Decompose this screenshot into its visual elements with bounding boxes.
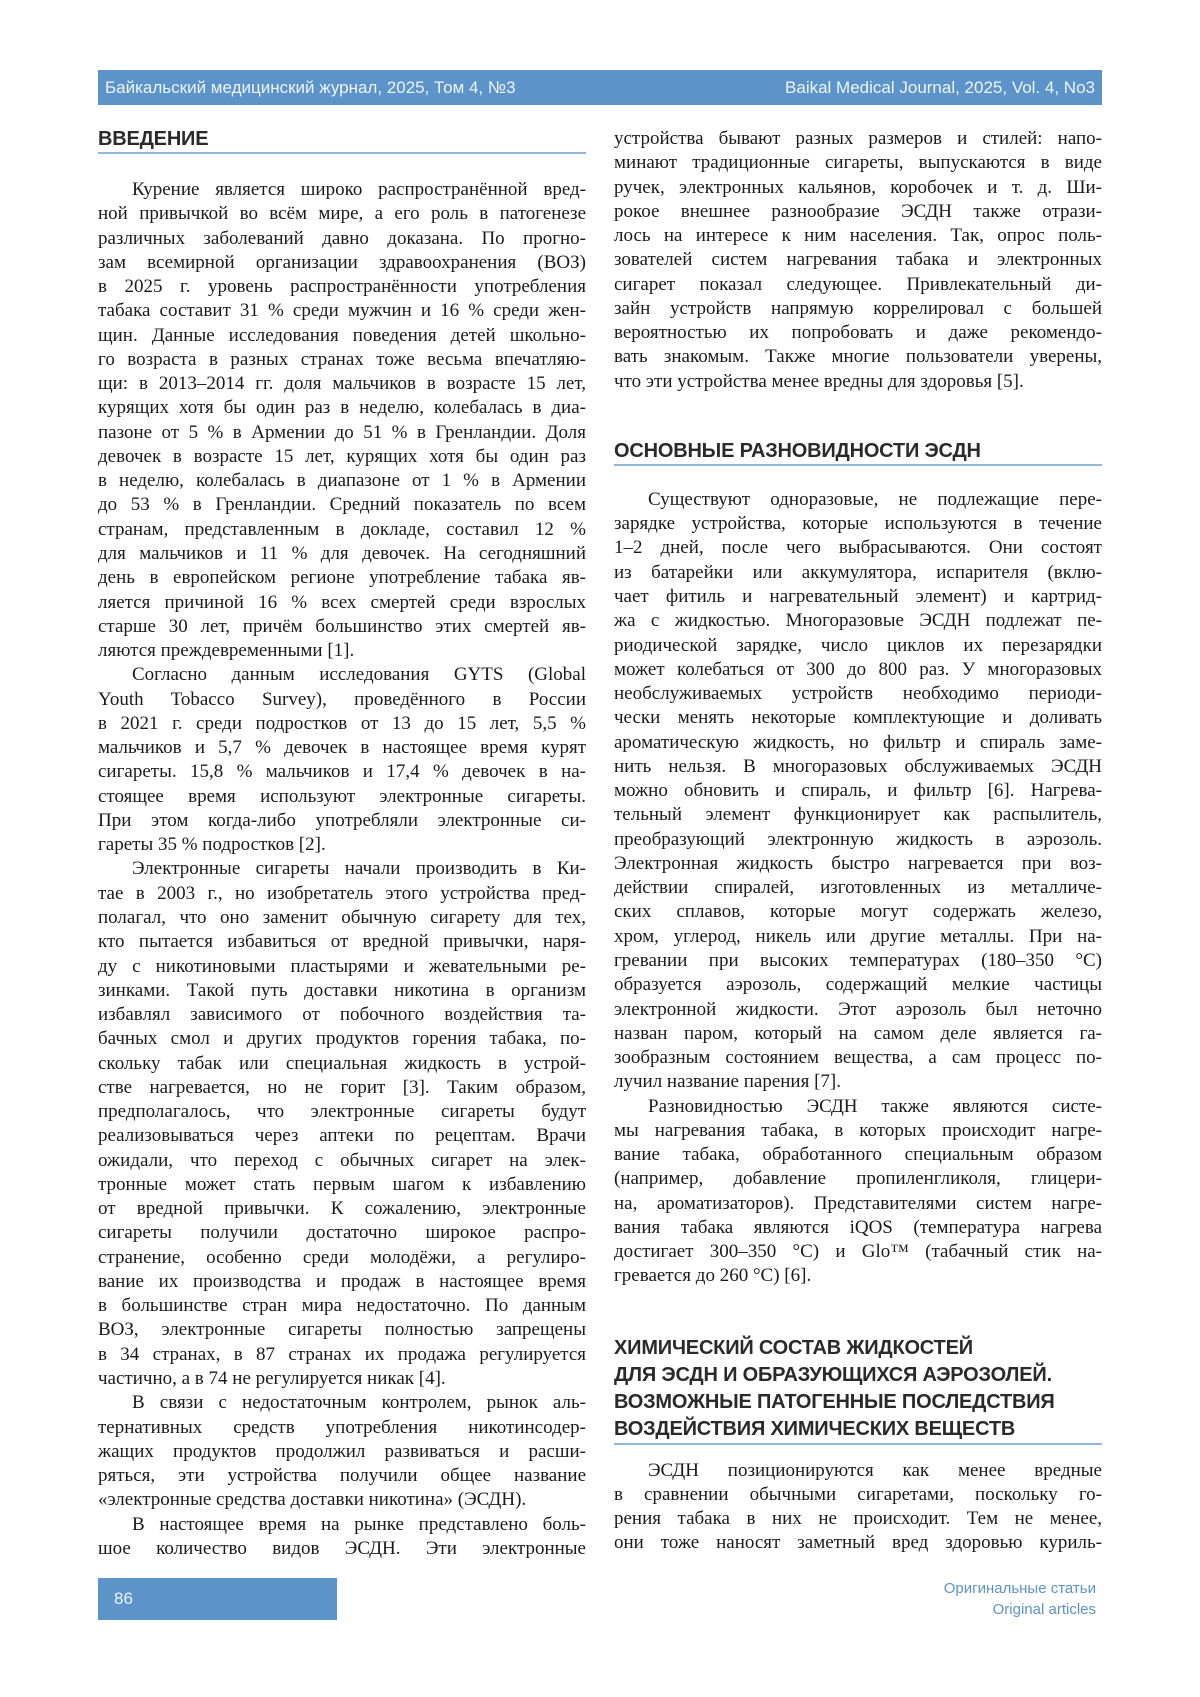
text-line: гареты 35 % подростков [2]. bbox=[98, 833, 586, 857]
left-column bbox=[98, 127, 586, 1561]
text-line: ду с никотиновыми пластырями и жевательными ре- bbox=[98, 955, 586, 979]
text-line: ВОЗ, электронные сигареты полностью запрещены bbox=[98, 1318, 586, 1342]
heading-line: ВОЗДЕЙСТВИЯ ХИМИЧЕСКИХ ВЕЩЕСТВ bbox=[614, 1416, 1102, 1443]
text-line: тельный элемент функционирует как распылитель, bbox=[614, 803, 1102, 827]
text-line: Согласно данным исследования GYTS (Global bbox=[98, 663, 586, 687]
section-label bbox=[944, 1578, 1096, 1620]
text-line: лучил название парения [7]. bbox=[614, 1070, 1102, 1094]
running-header bbox=[98, 70, 1102, 105]
text-line: образуется аэрозоль, содержащий мелкие частицы bbox=[614, 973, 1102, 997]
text-line: может колебаться от 300 до 800 раз. У многоразовых bbox=[614, 658, 1102, 682]
text-line: Электронные сигареты начали производить в Ки- bbox=[98, 857, 586, 881]
text-line: вероятностью их попробовать и даже рекомендо- bbox=[614, 321, 1102, 345]
text-line: кто пытается избавиться от вредной привычки, наря- bbox=[98, 930, 586, 954]
paragraph bbox=[98, 1513, 586, 1562]
text-line: стве нагревается, но не горит [3]. Таким образом, bbox=[98, 1076, 586, 1100]
paragraph bbox=[614, 1095, 1102, 1289]
text-line: в большинстве стран мира недостаточно. По данным bbox=[98, 1294, 586, 1318]
text-line: шое количество видов ЭСДН. Эти электронные bbox=[98, 1537, 586, 1561]
text-line: тернативных средств употребления никотинсодер- bbox=[98, 1416, 586, 1440]
text-line: ной привычкой во всём мире, а его роль в патогенезе bbox=[98, 202, 586, 226]
heading-line: ВОЗМОЖНЫЕ ПАТОГЕННЫЕ ПОСЛЕДСТВИЯ bbox=[614, 1389, 1102, 1416]
text-line: электронной жидкости. Этот аэрозоль был неточно bbox=[614, 998, 1102, 1022]
paragraph bbox=[614, 488, 1102, 1095]
text-line: достигает 300–350 °C) и Glo™ (табачный стик на- bbox=[614, 1240, 1102, 1264]
text-line: рения табака в них не происходит. Тем не менее, bbox=[614, 1507, 1102, 1531]
text-line: вать знакомым. Также многие пользователи уверены, bbox=[614, 345, 1102, 369]
text-line: Youth Tobacco Survey), проведённого в России bbox=[98, 688, 586, 712]
text-line: для мальчиков и 11 % для девочек. На сегодняшний bbox=[98, 542, 586, 566]
text-line: бачных смол и других продуктов горения табака, по- bbox=[98, 1027, 586, 1051]
text-line: (например, добавление пропиленгликоля, глицери- bbox=[614, 1167, 1102, 1191]
text-line: щин. Данные исследования поведения детей школьно- bbox=[98, 324, 586, 348]
text-line: странам, представленным в докладе, составил 12 % bbox=[98, 518, 586, 542]
text-line: зайн устройств напрямую коррелировал с большей bbox=[614, 297, 1102, 321]
text-line: в 2025 г. уровень распространённости употребления bbox=[98, 275, 586, 299]
text-line: В связи с недостаточным контролем, рынок аль- bbox=[98, 1391, 586, 1415]
text-line: жа с жидкостью. Многоразовые ЭСДН подлежат пе- bbox=[614, 609, 1102, 633]
page-number: 86 bbox=[114, 1589, 133, 1609]
text-line: рокое внешнее разнообразие ЭСДН также отрази- bbox=[614, 200, 1102, 224]
text-line: Электронная жидкость быстро нагревается при воз- bbox=[614, 852, 1102, 876]
text-line: стоящее время используют электронные сигареты. bbox=[98, 785, 586, 809]
text-line: ароматическую жидкость, но фильтр и спираль заме- bbox=[614, 731, 1102, 755]
text-line: различных заболеваний давно доказана. По прогно- bbox=[98, 227, 586, 251]
text-line: чески менять некоторые комплектующие и доливать bbox=[614, 706, 1102, 730]
text-line: ляются преждевременными [1]. bbox=[98, 639, 586, 663]
text-line: мальчиков и 5,7 % девочек в настоящее время курят bbox=[98, 736, 586, 760]
text-line: минают традиционные сигареты, выпускаются в виде bbox=[614, 151, 1102, 175]
heading-line: ХИМИЧЕСКИЙ СОСТАВ ЖИДКОСТЕЙ bbox=[614, 1335, 1102, 1362]
paragraph bbox=[98, 663, 586, 857]
text-line: В настоящее время на рынке представлено боль- bbox=[98, 1513, 586, 1537]
text-line: нить нельзя. В многоразовых обслуживаемых ЭСДН bbox=[614, 755, 1102, 779]
section-heading bbox=[98, 127, 586, 154]
text-line: на, ароматизаторов). Представителями систем нагре- bbox=[614, 1192, 1102, 1216]
text-line: зам всемирной организации здравоохранения (ВОЗ) bbox=[98, 251, 586, 275]
text-line: ручек, электронных кальянов, коробочек и т. д. Ши- bbox=[614, 176, 1102, 200]
text-line: зообразным состоянием вещества, а сам процесс по- bbox=[614, 1046, 1102, 1070]
text-line: скольку табак или специальная жидкость в устрой- bbox=[98, 1052, 586, 1076]
text-line: хром, углерод, никель или другие металлы. При на- bbox=[614, 925, 1102, 949]
text-line: лось на интересе к ним населения. Так, опрос поль- bbox=[614, 224, 1102, 248]
text-line: ских сплавов, которые могут содержать железо, bbox=[614, 900, 1102, 924]
text-line: устройства бывают разных размеров и стилей: напо- bbox=[614, 127, 1102, 151]
heading-line: ОСНОВНЫЕ РАЗНОВИДНОСТИ ЭСДН bbox=[614, 439, 1102, 463]
right-column bbox=[614, 127, 1102, 1556]
section-heading bbox=[614, 439, 1102, 466]
text-line: полагал, что оно заменит обычную сигарету для тех, bbox=[98, 906, 586, 930]
text-line: пазоне от 5 % в Армении до 51 % в Гренландии. Доля bbox=[98, 421, 586, 445]
text-line: табака составит 31 % среди мужчин и 16 % среди жен- bbox=[98, 299, 586, 323]
text-line: риодической зарядке, число циклов их перезарядки bbox=[614, 634, 1102, 658]
text-line: мы нагревания табака, в которых происходит нагре- bbox=[614, 1119, 1102, 1143]
page-number-box bbox=[98, 1578, 337, 1620]
text-line: в сравнении обычными сигаретами, поскольку го- bbox=[614, 1483, 1102, 1507]
text-line: частично, а в 74 не регулируется никак [4]. bbox=[98, 1367, 586, 1391]
paragraph bbox=[98, 1391, 586, 1512]
text-line: зинками. Такой путь доставки никотина в организм bbox=[98, 979, 586, 1003]
text-line: странение, особенно среди молодёжи, а регулиро- bbox=[98, 1246, 586, 1270]
text-line: из батарейки или аккумулятора, испарителя (вклю- bbox=[614, 561, 1102, 585]
text-line: тае в 2003 г., но изобретатель этого устройства пред- bbox=[98, 882, 586, 906]
text-line: день в европейском регионе употребление табака яв- bbox=[98, 566, 586, 590]
text-line: Курение является широко распространённой вред- bbox=[98, 178, 586, 202]
text-line: ЭСДН позиционируются как менее вредные bbox=[614, 1459, 1102, 1483]
text-line: в 34 странах, в 87 странах их продажа регулируется bbox=[98, 1343, 586, 1367]
text-line: преобразующий электронную жидкость в аэрозоль. bbox=[614, 828, 1102, 852]
text-line: вания табака являются iQOS (температура нагрева bbox=[614, 1216, 1102, 1240]
text-line: ляется причиной 16 % всех смертей среди взрослых bbox=[98, 591, 586, 615]
text-line: ряться, эти устройства получили общее название bbox=[98, 1464, 586, 1488]
text-line: до 53 % в Гренландии. Средний показатель по всем bbox=[98, 493, 586, 517]
paragraph bbox=[98, 178, 586, 663]
text-line: ожидали, что переход с обычных сигарет на элек- bbox=[98, 1149, 586, 1173]
text-line: 1–2 дней, после чего выбрасываются. Они состоят bbox=[614, 536, 1102, 560]
text-line: При этом когда-либо употребляли электронные си- bbox=[98, 809, 586, 833]
text-line: девочек в возрасте 15 лет, курящих хотя бы один раз bbox=[98, 445, 586, 469]
text-line: реализовываться через аптеки по рецептам. Врачи bbox=[98, 1124, 586, 1148]
text-line: действии спиралей, изготовленных из металличе- bbox=[614, 876, 1102, 900]
text-line: щи: в 2013–2014 гг. доля мальчиков в возрасте 15 лет, bbox=[98, 372, 586, 396]
text-line: в неделю, колебалась в диапазоне от 1 % в Армении bbox=[98, 469, 586, 493]
heading-line: ДЛЯ ЭСДН И ОБРАЗУЮЩИХСЯ АЭРОЗОЛЕЙ. bbox=[614, 1362, 1102, 1389]
text-line: сигареты получили достаточно широкое распро- bbox=[98, 1221, 586, 1245]
text-line: что эти устройства менее вредны для здоровья [5]. bbox=[614, 370, 1102, 394]
text-line: они тоже наносят заметный вред здоровью куриль- bbox=[614, 1531, 1102, 1555]
text-line: Существуют одноразовые, не подлежащие пере- bbox=[614, 488, 1102, 512]
section-label-en: Original articles bbox=[944, 1599, 1096, 1620]
text-line: сигарет показал следующее. Привлекательный ди- bbox=[614, 273, 1102, 297]
text-line: курящих хотя бы один раз в неделю, колебалась в диа- bbox=[98, 396, 586, 420]
text-line: вание табака, обработанного специальным образом bbox=[614, 1143, 1102, 1167]
heading-line: ВВЕДЕНИЕ bbox=[98, 127, 586, 151]
journal-title-ru: Байкальский медицинский журнал, 2025, Том 4, №3 bbox=[105, 70, 516, 105]
text-line: зователей систем нагревания табака и электронных bbox=[614, 248, 1102, 272]
paragraph bbox=[614, 1459, 1102, 1556]
text-line: го возраста в разных странах тоже весьма впечатляю- bbox=[98, 348, 586, 372]
text-line: гревается до 260 °C) [6]. bbox=[614, 1264, 1102, 1288]
text-line: жащих продуктов продолжил развиваться и расши- bbox=[98, 1440, 586, 1464]
paragraph bbox=[98, 857, 586, 1391]
text-line: предполагалось, что электронные сигареты будут bbox=[98, 1100, 586, 1124]
text-line: чает фитиль и нагревательный элемент) и картрид- bbox=[614, 585, 1102, 609]
text-line: от вредной привычки. К сожалению, электронные bbox=[98, 1197, 586, 1221]
text-line: назван паром, который на самом деле является га- bbox=[614, 1022, 1102, 1046]
text-line: избавлял зависимого от побочного воздействия та- bbox=[98, 1003, 586, 1027]
text-line: необслуживаемых устройств необходимо периоди- bbox=[614, 682, 1102, 706]
text-line: вание их производства и продаж в настоящее время bbox=[98, 1270, 586, 1294]
text-line: зарядке устройства, которые используются в течение bbox=[614, 512, 1102, 536]
paragraph bbox=[614, 127, 1102, 394]
text-line: сигареты. 15,8 % мальчиков и 17,4 % девочек в на- bbox=[98, 760, 586, 784]
text-line: «электронные средства доставки никотина» (ЭСДН). bbox=[98, 1488, 586, 1512]
text-line: гревании при высоких температурах (180–350 °C) bbox=[614, 949, 1102, 973]
text-line: можно обновить и спираль, и фильтр [6]. Нагрева- bbox=[614, 779, 1102, 803]
text-line: тронные может стать первым шагом к избавлению bbox=[98, 1173, 586, 1197]
section-heading bbox=[614, 1335, 1102, 1445]
text-line: Разновидностью ЭСДН также являются систе- bbox=[614, 1095, 1102, 1119]
text-line: в 2021 г. среди подростков от 13 до 15 лет, 5,5 % bbox=[98, 712, 586, 736]
journal-title-en: Baikal Medical Journal, 2025, Vol. 4, No3 bbox=[785, 70, 1095, 105]
section-label-ru: Оригинальные статьи bbox=[944, 1578, 1096, 1599]
text-line: старше 30 лет, причём большинство этих смертей яв- bbox=[98, 615, 586, 639]
